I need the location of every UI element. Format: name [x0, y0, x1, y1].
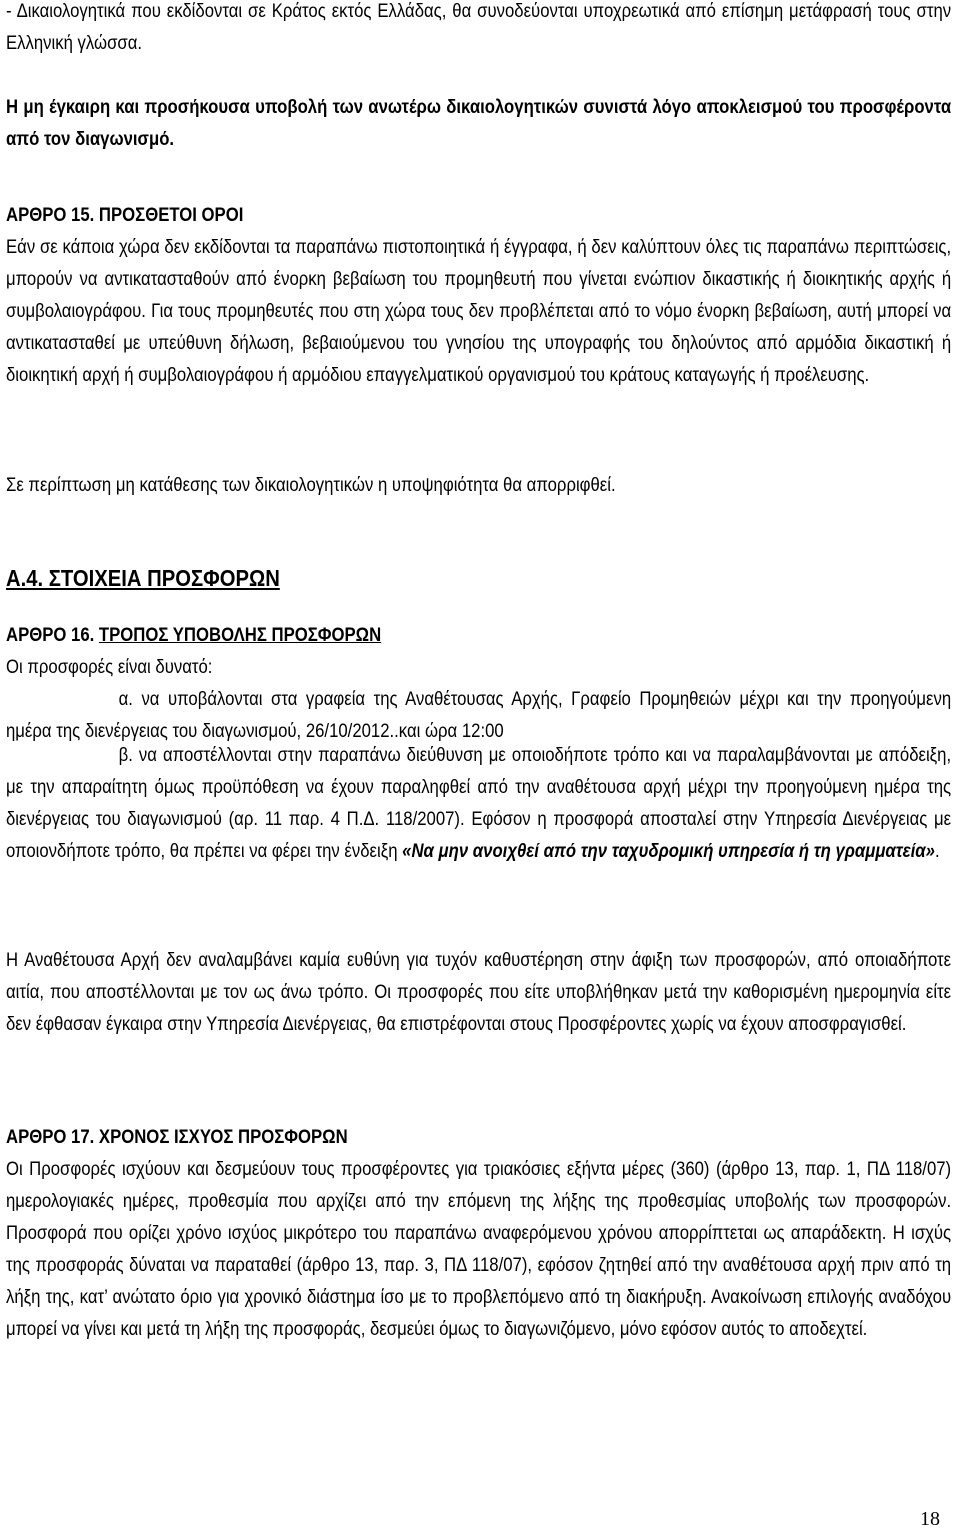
- article-17-body: Οι Προσφορές ισχύουν και δεσμεύουν τους προσφέροντες για τριακόσιες εξήντα μέρες (360) (άρθρο 13, παρ. 1, ΠΔ 118/07) ημερολογιακές ημέρες, προθεσμία που αρχίζει από την επόμενη της λήξης της προθεσμίας υποβολής των προσφορών. Προσφορά που ορίζει χρόνο ισχύος μικρότερο του παραπάνω αναφερόμενου χρόνου απορρίπτεται ως απαράδεκτη. Η ισχύς της προσφοράς δύναται να παραταθεί (άρθρο 13, παρ. 3, ΠΔ 118/07), εφόσον ζητηθεί από την αναθέτουσα αρχή πριν από τη λήξη της, κατ’ ανώτατο όριο για χρονικό διάστημα ίσο με το προβλεπόμενο από τη διακήρυξη. Ανακοίνωση επιλογής αναδόχου μπορεί να γίνει και μετά τη λήξη της προσφοράς, δεσμεύει όμως το διαγωνιζόμενο, μόνο εφόσον αυτός το αποδεχτεί.: [6, 1159, 952, 1340]
- foreign-docs-paragraph: - Δικαιολογητικά που εκδίδονται σε Κράτος εκτός Ελλάδας, θα συνοδεύονται υποχρεωτικά από επίσημη μετάφρασή τους στην Ελληνική γλώσσα.: [6, 1, 952, 54]
- article-16-lead: Οι προσφορές είναι δυνατό:: [6, 657, 213, 678]
- article-16-number: ΑΡΘΡΟ 16.: [6, 625, 95, 646]
- section-a4-heading: Α.4. ΣΤΟΙΧΕΙΑ ΠΡΟΣΦΟΡΩΝ: [6, 565, 280, 591]
- article-16-item-b: [6, 740, 951, 868]
- article-16-item-a: α. να υποβάλονται στα γραφεία της Αναθέτουσας Αρχής, Γραφείο Προμηθειών μέχρι και την προηγούμενη ημέρα της διενέργειας του διαγωνισμού, 26/10/2012..και ώρα 12:00: [6, 689, 952, 742]
- page-number: 18: [920, 1508, 940, 1530]
- article-15-heading: ΑΡΘΡΟ 15. ΠΡΟΣΘΕΤΟΙ ΟΡΟΙ: [6, 205, 244, 226]
- item-b-end: .: [934, 841, 940, 862]
- item-b-text: β. να αποστέλλονται στην παραπάνω διεύθυνση με οποιοδήποτε τρόπο και να παραλαμβάνονται με απόδειξη, με την απαραίτητη όμως προϋπόθεση να έχουν παραληφθεί από την αναθέτουσα αρχή μέχρι την προηγούμενη ημέρα της διενέργειας του διαγωνισμού (αρ. 11 παρ. 4 Π.Δ. 118/2007). Εφόσον η προσφορά αποσταλεί στην Υπηρεσία Διενέργειας με οποιονδήποτε τρόπο, θα πρέπει να φέρει την ένδειξη: [6, 745, 952, 862]
- article-17-heading: ΑΡΘΡΟ 17. ΧΡΟΝΟΣ ΙΣΧΥΟΣ ΠΡΟΣΦΟΡΩΝ: [6, 1127, 348, 1148]
- warning-paragraph: Η μη έγκαιρη και προσήκουσα υποβολή των ανωτέρω δικαιολογητικών συνιστά λόγο αποκλεισμού του προσφέροντα από τον διαγωνισμό.: [6, 97, 952, 150]
- article-16-heading: [6, 620, 951, 652]
- article-15-body: Εάν σε κάποια χώρα δεν εκδίδονται τα παραπάνω πιστοποιητικά ή έγγραφα, ή δεν καλύπτουν όλες τις παραπάνω περιπτώσεις, μπορούν να αντικατασταθούν από ένορκη βεβαίωση του προμηθευτή που γίνεται ενώπιον δικαστικής ή διοικητικής αρχής ή συμβολαιογράφου. Για τους προμηθευτές που στη χώρα τους δεν προβλέπεται από το νόμο ένορκη βεβαίωση, αυτή μπορεί να αντικατασταθεί με υπεύθυνη δήλωση, βεβαιούμενου του γνησίου της υπογραφής του δηλούντος από αρμόδια δικαστική ή διοικητική αρχή ή συμβολαιογράφου ή αρμόδιου επαγγελματικού οργανισμού του κράτους καταγωγής ή προέλευσης.: [6, 237, 952, 386]
- responsibility-paragraph: Η Αναθέτουσα Αρχή δεν αναλαμβάνει καμία ευθύνη για τυχόν καθυστέρηση στην άφιξη των προσφορών, από οποιαδήποτε αιτία, που αποστέλλονται με τον ως άνω τρόπο. Οι προσφορές που είτε υποβλήθηκαν μετά την καθορισμένη ημερομηνία είτε δεν έφθασαν έγκαιρα στην Υπηρεσία Διενέργειας, θα επιστρέφονται στους Προσφέροντες χωρίς να έχουν αποσφραγισθεί.: [6, 950, 952, 1035]
- item-b-quote: «Να μην ανοιχθεί από την ταχυδρομική υπηρεσία ή τη γραμματεία»: [402, 841, 935, 862]
- rejection-paragraph: Σε περίπτωση μη κατάθεσης των δικαιολογητικών η υποψηφιότητα θα απορριφθεί.: [6, 475, 616, 496]
- article-16-title: ΤΡΟΠΟΣ ΥΠΟΒΟΛΗΣ ΠΡΟΣΦΟΡΩΝ: [98, 625, 382, 646]
